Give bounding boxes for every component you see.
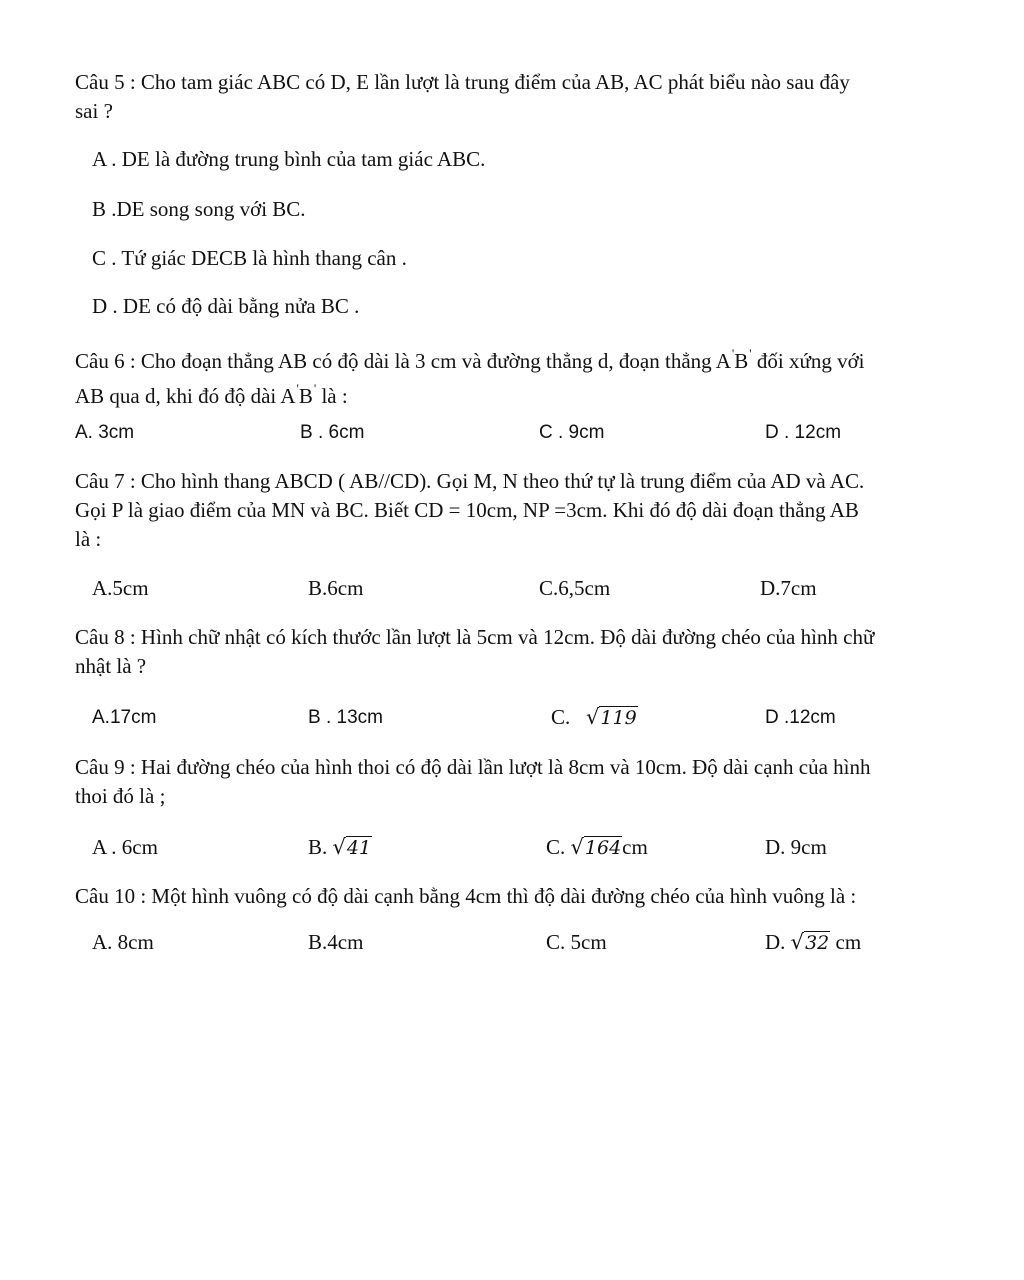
radicand: 164	[584, 837, 622, 859]
question-7-option-a: A.5cm	[92, 576, 149, 600]
sqrt-symbol: √	[332, 835, 346, 859]
prime-mark: '	[731, 346, 735, 361]
question-8-line-2: nhật là ?	[75, 654, 147, 678]
question-9-line-1: Câu 9 : Hai đường chéo của hình thoi có độ dài lần lượt là 8cm và 10cm. Độ dài cạnh của hình	[75, 755, 871, 779]
question-7-line-3: là :	[75, 527, 102, 551]
question-7-line-1: Câu 7 : Cho hình thang ABCD ( AB//CD). Gọi M, N theo thứ tự là trung điểm của AD và AC.	[75, 469, 865, 493]
square-root-expression	[791, 928, 831, 958]
question-5	[75, 68, 975, 126]
option-c-prefix: C.	[546, 835, 566, 859]
sqrt-symbol: √	[790, 930, 805, 954]
question-9-options	[0, 833, 1024, 862]
question-9-option-c	[546, 833, 648, 863]
option-d-prefix: D.	[765, 930, 786, 954]
question-10-option-a: A. 8cm	[92, 930, 154, 954]
question-8-options	[0, 703, 1024, 732]
question-9-option-d: D. 9cm	[765, 835, 827, 859]
square-root-expression	[333, 833, 373, 863]
question-5-option-c: C . Tứ giác DECB là hình thang cân .	[92, 246, 407, 270]
question-6-option-d: D . 12cm	[765, 422, 842, 443]
question-8-option-a: A.17cm	[92, 707, 157, 728]
question-6	[75, 341, 975, 411]
question-5-line-2: sai ?	[75, 99, 113, 123]
question-7-option-d: D.7cm	[760, 576, 817, 600]
prime-mark: '	[749, 346, 752, 361]
radicand: 119	[600, 707, 637, 729]
question-6-line-1-part-c: đối xứng với	[751, 349, 865, 373]
square-root-expression	[586, 703, 638, 733]
option-c-unit: cm	[622, 835, 648, 859]
question-9	[75, 753, 975, 811]
question-10	[75, 882, 975, 911]
option-c-prefix: C.	[551, 705, 571, 729]
question-8-option-d: D .12cm	[765, 707, 836, 728]
question-7-option-b: B.6cm	[308, 576, 364, 600]
question-9-option-a: A . 6cm	[92, 835, 158, 859]
question-8	[75, 623, 975, 681]
question-7-options	[0, 574, 1024, 603]
question-8-option-b: B . 13cm	[308, 707, 383, 728]
question-6-option-b: B . 6cm	[300, 422, 365, 443]
prime-mark: '	[313, 381, 317, 396]
question-6-options	[0, 418, 1024, 447]
question-6-option-c: C . 9cm	[539, 422, 605, 443]
question-6-line-1-part-b: B	[734, 349, 749, 373]
question-7	[75, 467, 975, 554]
question-10-option-b: B.4cm	[308, 930, 364, 954]
question-6-line-2-part-a: AB qua d, khi đó độ dài A	[75, 384, 296, 408]
question-7-option-c: C.6,5cm	[539, 576, 611, 600]
question-6-option-a: A. 3cm	[75, 422, 135, 443]
question-6-line-1	[75, 341, 975, 376]
radicand: 32	[805, 932, 830, 954]
question-9-option-b	[308, 833, 372, 863]
question-5-option-a: A . DE là đường trung bình của tam giác ABC.	[92, 147, 486, 171]
question-6-line-2-part-b: B	[298, 384, 313, 408]
question-8-line-1: Câu 8 : Hình chữ nhật có kích thước lần lượt là 5cm và 12cm. Độ dài đường chéo của hình chữ	[75, 625, 875, 649]
option-b-prefix: B.	[308, 835, 328, 859]
question-10-option-c: C. 5cm	[546, 930, 607, 954]
question-7-line-2: Gọi P là giao điểm của MN và BC. Biết CD = 10cm, NP =3cm. Khi đó độ dài đoạn thẳng AB	[75, 498, 859, 522]
prime-mark: '	[296, 381, 299, 396]
square-root-expression	[571, 833, 623, 863]
question-5-option-b: B .DE song song với BC.	[92, 197, 306, 221]
question-10-options	[0, 928, 1024, 957]
question-6-line-2	[75, 376, 975, 411]
sqrt-symbol: √	[586, 705, 600, 729]
question-10-line-1: Câu 10 : Một hình vuông có độ dài cạnh bằng 4cm thì độ dài đường chéo của hình vuông là :	[75, 884, 857, 908]
question-6-line-2-part-c: là :	[316, 384, 348, 408]
question-5-line-1: Câu 5 : Cho tam giác ABC có D, E lần lượt là trung điểm của AB, AC phát biểu nào sau đây	[75, 70, 850, 94]
radicand: 41	[346, 837, 372, 859]
question-8-option-c	[551, 703, 638, 733]
question-9-line-2: thoi đó là ;	[75, 784, 166, 808]
question-6-line-1-part-a: Câu 6 : Cho đoạn thẳng AB có độ dài là 3 cm và đường thẳng d, đoạn thẳng A	[75, 349, 731, 373]
option-d-unit: cm	[830, 930, 862, 954]
question-5-option-d: D . DE có độ dài bằng nửa BC .	[92, 294, 360, 318]
question-10-option-d	[765, 928, 861, 958]
sqrt-symbol: √	[570, 835, 584, 859]
